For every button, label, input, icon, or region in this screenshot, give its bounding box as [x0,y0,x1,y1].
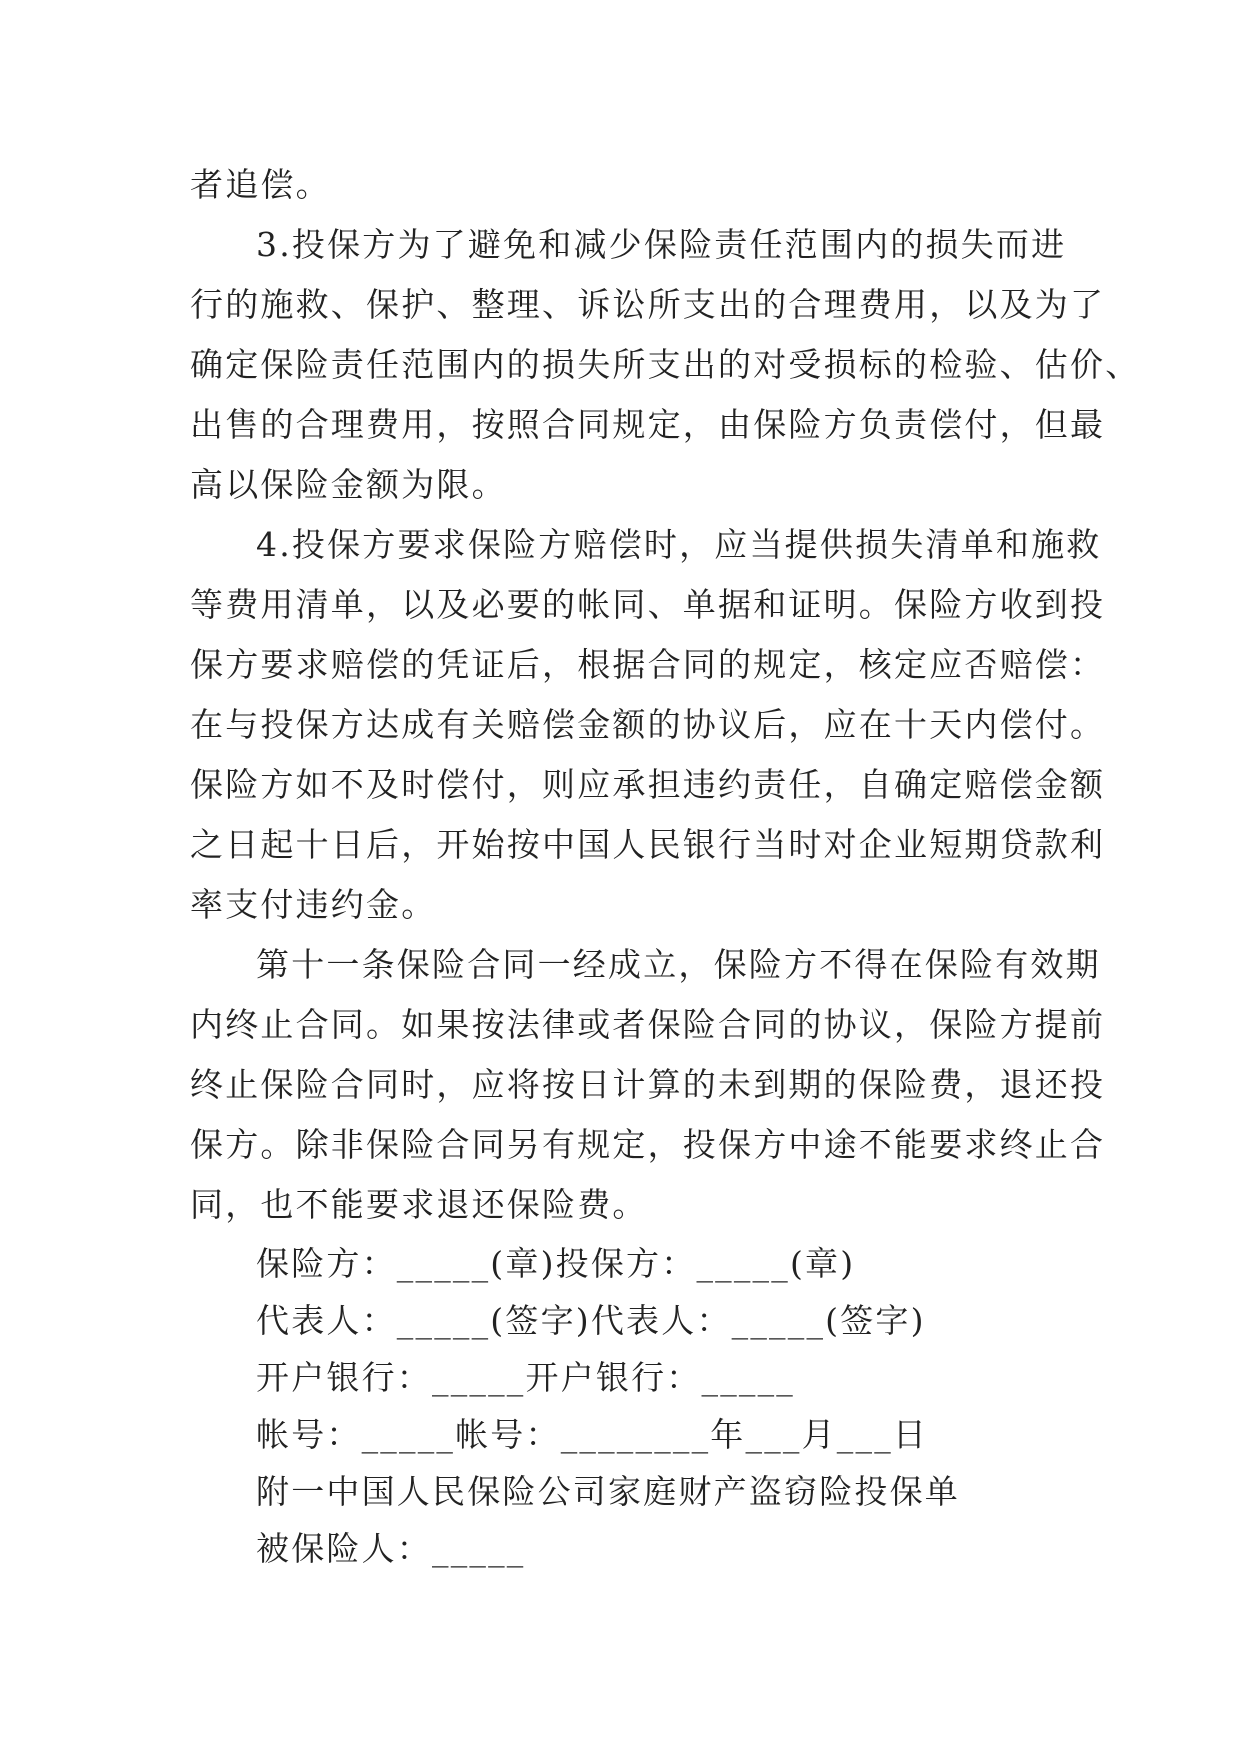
text-line: 保方要求赔偿的凭证后，根据合同的规定，核定应否赔偿： [190,645,1106,684]
signature-line-bank: 开户银行：_____开户银行：_____ [256,1358,795,1397]
text-line: 内终止合同。如果按法律或者保险合同的协议，保险方提前 [190,1005,1106,1044]
text-line: 终止保险合同时，应将按日计算的未到期的保险费，退还投 [190,1065,1106,1104]
document-body [190,155,1141,1577]
signature-block [190,1235,1090,1577]
text-line: 之日起十日后，开始按中国人民银行当时对企业短期贷款利 [190,825,1106,864]
text-line: 保方。除非保险合同另有规定，投保方中途不能要求终止合 [190,1125,1106,1164]
signature-line-representative: 代表人：_____(签字)代表人：_____(签字) [256,1301,926,1340]
signature-line-account-date: 帐号：_____帐号：________年___月___日 [256,1415,929,1454]
text-line: 率支付违约金。 [190,885,437,924]
text-line: 同，也不能要求退还保险费。 [190,1185,648,1224]
text-line: 保险方如不及时偿付，则应承担违约责任，自确定赔偿金额 [190,765,1106,804]
insured-person-line: 被保险人：_____ [256,1529,526,1568]
text-line: 确定保险责任范围内的损失所支出的对受损标的检验、估价、 [190,345,1141,384]
text-line: 等费用清单，以及必要的帐同、单据和证明。保险方收到投 [190,585,1106,624]
text-line: 第十一条保险合同一经成立，保险方不得在保险有效期 [256,945,1101,984]
text-line: 行的施救、保护、整理、诉讼所支出的合理费用，以及为了 [190,285,1106,324]
paragraph-item-3 [190,215,1141,515]
text-line: 在与投保方达成有关赔偿金额的协议后，应在十天内偿付。 [190,705,1106,744]
text-line: 出售的合理费用，按照合同规定，由保险方负责偿付，但最 [190,405,1106,444]
text-line: 高以保险金额为限。 [190,465,507,504]
paragraph-article-11 [190,935,1106,1235]
paragraph-item-4 [190,515,1106,935]
signature-line-insurer: 保险方：_____(章)投保方：_____(章) [256,1244,856,1283]
text-line: 者追偿。 [190,165,331,204]
attachment-title: 附一中国人民保险公司家庭财产盗窃险投保单 [256,1472,960,1511]
text-line: 3.投保方为了避免和减少保险责任范围内的损失而进 [256,225,1067,264]
paragraph-continuation [190,155,1090,215]
text-line: 4.投保方要求保险方赔偿时，应当提供损失清单和施救 [256,525,1102,564]
